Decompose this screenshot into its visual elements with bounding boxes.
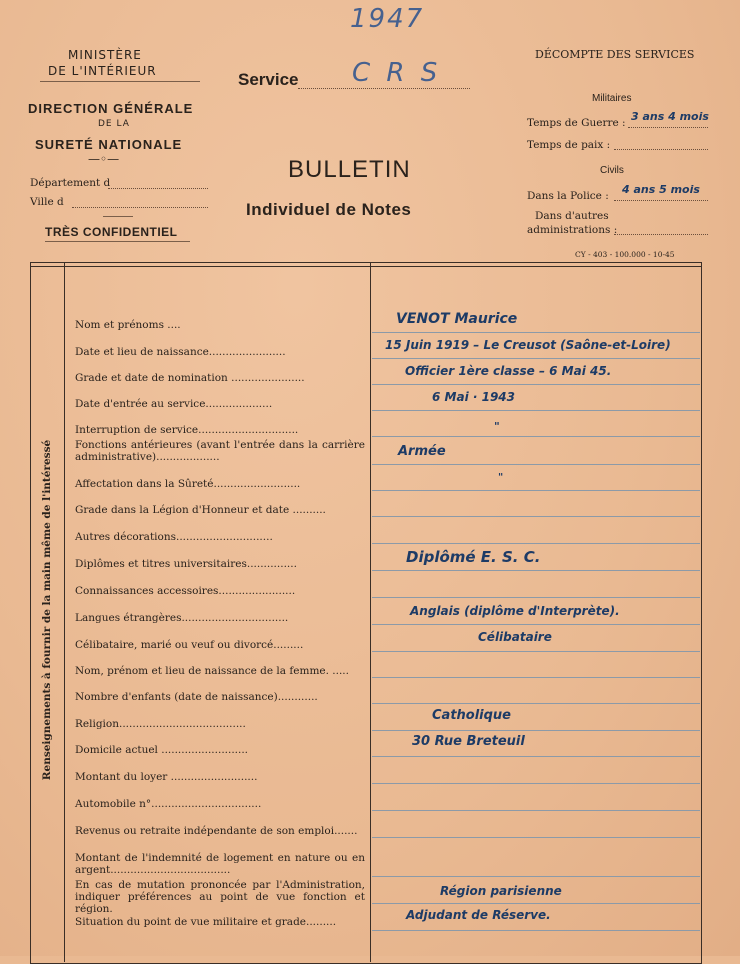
row-label-connaissances: Connaissances accessoires....................... <box>75 585 296 597</box>
row-value-domicile: 30 Rue Breteuil <box>412 734 525 749</box>
row-label-fonctions: Fonctions antérieures (avant l'entrée dans la carrière administrative)................... <box>75 439 365 463</box>
bulletin-title: BULLETIN <box>288 156 411 183</box>
row-value-etat-civil: Célibataire <box>478 630 552 644</box>
row-line <box>372 597 700 598</box>
guerre-field-line <box>628 127 708 128</box>
row-line <box>372 876 700 877</box>
short-divider <box>103 216 133 217</box>
bulletin-subtitle: Individuel de Notes <box>246 200 412 219</box>
row-line <box>372 730 700 731</box>
ministry-line-1: MINISTÈRE <box>68 48 142 62</box>
row-line <box>372 570 700 571</box>
guerre-label: Temps de Guerre : <box>527 117 626 129</box>
row-value-fonctions: Armée <box>398 444 446 459</box>
militaires-heading: Militaires <box>592 93 632 104</box>
departement-label: Département d <box>30 177 111 189</box>
print-reference: CY - 403 - 100.000 - 10-45 <box>575 250 675 259</box>
autres-label-2: administrations : <box>527 224 618 236</box>
row-value-mutation: Région parisienne <box>440 884 562 898</box>
direction-line-2: DE LA <box>98 119 130 129</box>
row-label-indemnite: Montant de l'indemnité de logement en nature ou en argent.................................... <box>75 852 365 876</box>
row-label-diplomes: Diplômes et titres universitaires............... <box>75 558 297 570</box>
row-label-domicile: Domicile actuel .......................... <box>75 744 249 756</box>
row-line <box>372 903 700 904</box>
row-value-grade: Officier 1ère classe – 6 Mai 45. <box>405 364 612 378</box>
row-line <box>372 436 700 437</box>
row-line <box>372 624 700 625</box>
row-label-nom: Nom et prénoms .... <box>75 319 181 331</box>
confidential-underline <box>45 241 190 242</box>
frame-top-inner <box>30 266 702 267</box>
row-label-religion: Religion...................................... <box>75 718 246 730</box>
row-label-automobile: Automobile n°................................. <box>75 798 262 810</box>
row-line <box>372 783 700 784</box>
row-value-affectation: " <box>498 472 504 483</box>
direction-line-3: SURETÉ NATIONALE <box>35 137 183 152</box>
row-line <box>372 410 700 411</box>
row-label-entree: Date d'entrée au service.................... <box>75 398 273 410</box>
row-value-interruption: " <box>494 420 500 433</box>
departement-field-line <box>108 188 208 189</box>
row-label-loyer: Montant du loyer .......................... <box>75 771 258 783</box>
row-label-affectation: Affectation dans la Sûreté.......................... <box>75 478 301 490</box>
autres-field-line <box>614 234 708 235</box>
row-label-langues: Langues étrangères................................ <box>75 612 289 624</box>
row-line <box>372 490 700 491</box>
paix-field-line <box>614 149 708 150</box>
row-line <box>372 384 700 385</box>
side-vertical-label: Renseignements à fournir de la main même de l'intéressé <box>41 439 53 781</box>
ministry-underline <box>40 81 200 82</box>
row-label-legion: Grade dans la Légion d'Honneur et date .......... <box>75 504 326 516</box>
handwritten-year: 1947 <box>350 4 425 34</box>
row-value-langues: Anglais (diplôme d'Interprète). <box>410 604 620 618</box>
guerre-value: 3 ans 4 mois <box>631 110 709 123</box>
row-line <box>372 756 700 757</box>
police-field-line <box>614 200 708 201</box>
row-label-etat-civil: Célibataire, marié ou veuf ou divorcé......... <box>75 639 304 651</box>
row-label-militaire: Situation du point de vue militaire et grade......... <box>75 916 337 928</box>
row-value-entree: 6 Mai · 1943 <box>432 390 515 404</box>
row-line <box>372 677 700 678</box>
row-value-nom: VENOT Maurice <box>396 311 518 327</box>
confidential-stamp: TRÈS CONFIDENTIEL <box>45 225 178 239</box>
row-label-decorations: Autres décorations............................. <box>75 531 273 543</box>
row-line <box>372 651 700 652</box>
row-line <box>372 332 700 333</box>
row-value-militaire: Adjudant de Réserve. <box>406 908 551 922</box>
service-label: Service <box>238 70 299 89</box>
row-line <box>372 837 700 838</box>
row-line <box>372 516 700 517</box>
row-line <box>372 464 700 465</box>
row-label-grade: Grade et date de nomination ...................... <box>75 372 305 384</box>
row-label-naissance: Date et lieu de naissance....................... <box>75 346 286 358</box>
row-label-enfants: Nombre d'enfants (date de naissance)............ <box>75 691 318 703</box>
row-line <box>372 358 700 359</box>
row-value-religion: Catholique <box>432 708 512 723</box>
service-value: C R S <box>352 58 442 88</box>
row-value-naissance: 15 Juin 1919 – Le Creusot (Saône-et-Loire) <box>385 338 671 352</box>
row-line <box>372 810 700 811</box>
row-line <box>372 543 700 544</box>
paix-label: Temps de paix : <box>527 139 611 151</box>
ville-field-line <box>72 207 208 208</box>
value-column-divider <box>370 262 371 962</box>
ministry-line-2: DE L'INTÉRIEUR <box>48 64 157 78</box>
row-value-diplomes: Diplômé E. S. C. <box>406 548 541 566</box>
row-label-mutation: En cas de mutation prononcée par l'Administration, indiquer préférences au point de vue fonction et région. <box>75 879 365 915</box>
row-line <box>372 930 700 931</box>
police-value: 4 ans 5 mois <box>622 183 700 196</box>
row-label-femme: Nom, prénom et lieu de naissance de la femme. ..... <box>75 665 349 677</box>
autres-label-1: Dans d'autres <box>535 210 609 222</box>
ville-label: Ville d <box>30 196 64 208</box>
services-heading: DÉCOMPTE DES SERVICES <box>535 48 695 61</box>
row-line <box>372 703 700 704</box>
row-label-revenus: Revenus ou retraite indépendante de son emploi....... <box>75 825 358 837</box>
side-column-divider <box>64 262 65 962</box>
service-field-line <box>298 88 470 89</box>
police-label: Dans la Police : <box>527 190 609 202</box>
ornament-divider: —◦— <box>88 152 120 166</box>
civils-heading: Civils <box>600 165 624 176</box>
direction-line-1: DIRECTION GÉNÉRALE <box>28 101 194 116</box>
row-label-interruption: Interruption de service.............................. <box>75 424 299 436</box>
